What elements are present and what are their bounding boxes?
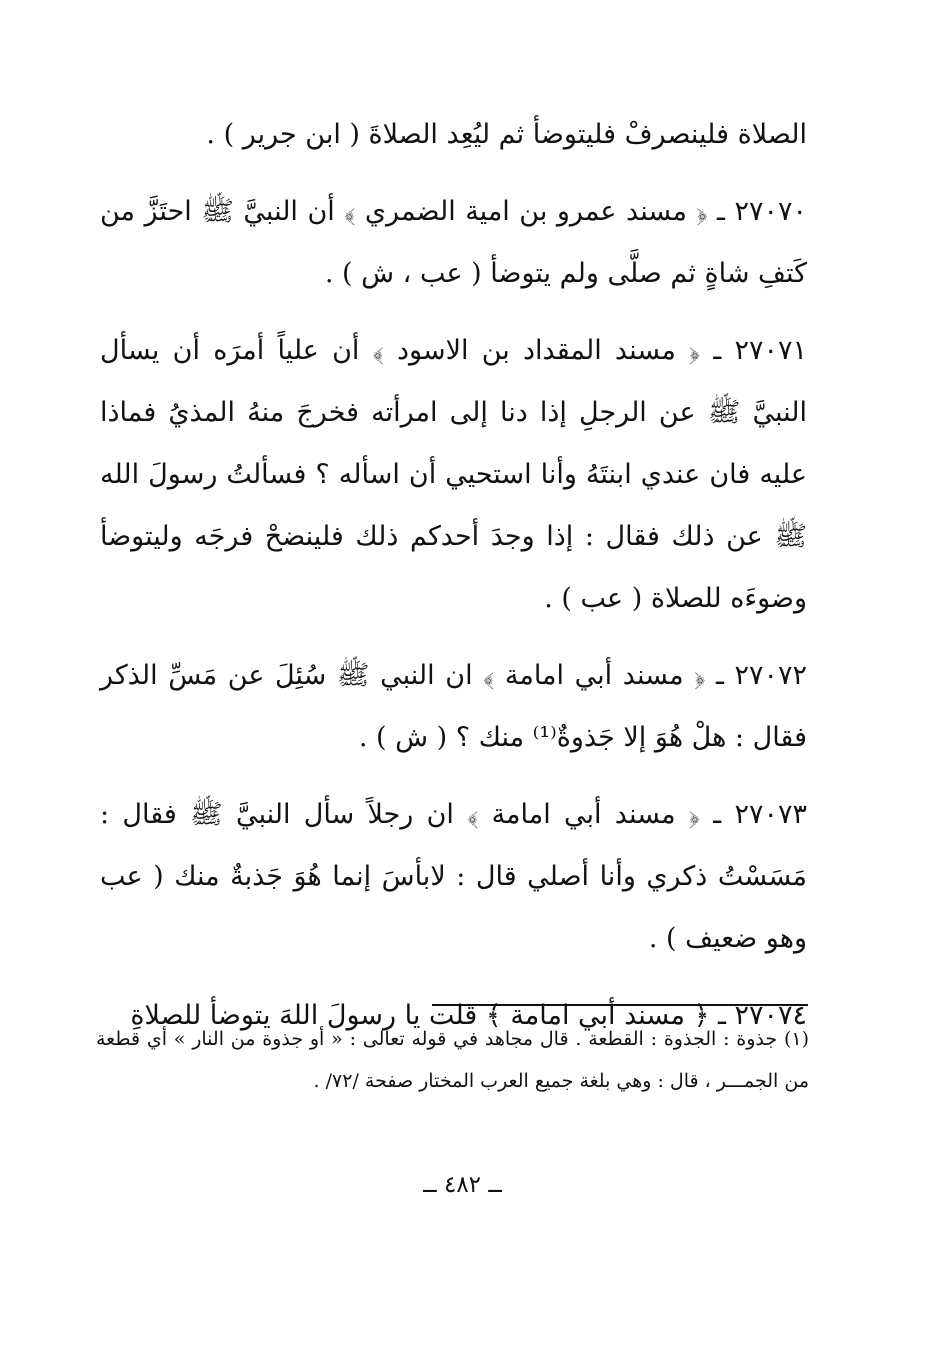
paragraph-continuation: الصلاة فلينصرفْ فليتوضأ ثم ليُعِد الصلاةَ ( ابن جرير ) . bbox=[206, 119, 807, 150]
footnote: (١) جذوة : الجذوة : القطعة . قال مجاهد في قوله تعالى : « أو جذوة من النار » أي قطعة من الجمـــر ، قال : وهي بلغة جميع العرب المختار صفحة /٧٢/ . bbox=[96, 1028, 809, 1092]
page-number: ــ ٤٨٢ ــ bbox=[423, 1172, 502, 1198]
main-text bbox=[100, 104, 807, 1062]
footnote-divider bbox=[432, 1004, 808, 1006]
hadith-27074: ٢٧٠٧٤ ـ ﴿ مسند أبي امامة ﴾ قلت يا رسولَ اللهَ يتوضأ للصلاةِ bbox=[130, 1000, 807, 1031]
hadith-27070: ٢٧٠٧٠ ـ ﴿ مسند عمرو بن امية الضمري ﴾ أن النبيَّ ﷺ احتَزَّ من كَتفِ شاةٍ ثم صلَّى ولم يتوضأ ( عب ، ش ) . bbox=[100, 196, 807, 289]
hadith-27072: ٢٧٠٧٢ ـ ﴿ مسند أبي امامة ﴾ ان النبي ﷺ سُئِلَ عن مَسِّ الذكر فقال : هلْ هُوَ إلا جَذوةٌ⁽¹⁾ منك ؟ ( ش ) . bbox=[100, 660, 807, 753]
hadith-27073: ٢٧٠٧٣ ـ ﴿ مسند أبي امامة ﴾ ان رجلاً سأل النبيَّ ﷺ فقال : مَسَسْتُ ذكري وأنا أصلي قال : لابأسَ إنما هُوَ جَذبةٌ منك ( عب وهو ضعيف ) . bbox=[100, 799, 807, 954]
hadith-27071: ٢٧٠٧١ ـ ﴿ مسند المقداد بن الاسود ﴾ أن علياً أمرَه أن يسأل النبيَّ ﷺ عن الرجلِ إذا دنا إلى امرأته فخرجَ منهُ المذيُ فماذا عليه فان عندي ابنتَهُ وأنا استحيي أن اسأله ؟ فسألتُ رسولَ الله ﷺ عن ذلك فقال : إذا وجدَ أحدكم ذلك فلينضحْ فرجَه وليتوضأ وضوءَه للصلاة ( عب ) . bbox=[100, 335, 807, 614]
